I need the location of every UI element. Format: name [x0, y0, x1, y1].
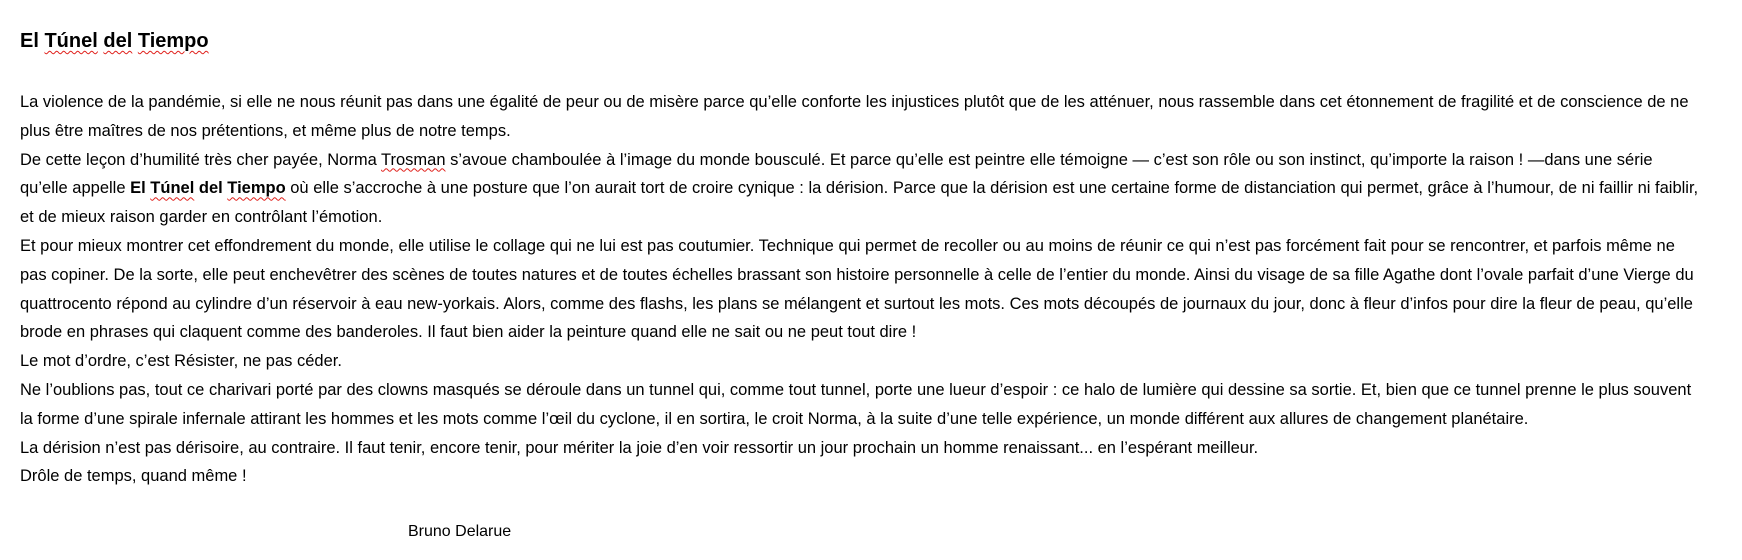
document-body: [20, 88, 1700, 491]
paragraph-2: [20, 146, 1700, 232]
author-signature: Bruno Delarue: [408, 523, 512, 540]
title-word-del: del: [103, 30, 133, 52]
series-title-tiempo: Tiempo: [227, 179, 286, 198]
paragraph-5: Ne l’oublions pas, tout ce charivari porté par des clowns masqués se déroule dans un tunnel qui, comme tout tunnel, porte une lueur d’espoir : ce halo de lumière qui dessine sa sortie. Et, bien que ce tunnel prenne le plus souvent la forme d’une spirale infernale attirant les hommes et les mots comme l’œil du cyclone, il en sortira, le croit Norma, à la suite d’une telle expérience, un monde différent aux allures de changement planétaire.: [20, 380, 1692, 428]
paragraph-2-text-b: s’avoue chamboulée à l’image du monde bousculé. Et parce qu’elle est peintre elle témoigne — c’est son rôle ou son instinct, qu’importe la raison ! —dans une série qu’elle appelle: [20, 150, 1653, 198]
series-title: [130, 179, 286, 197]
document-title: [20, 28, 209, 54]
title-word-tunel: Túnel: [44, 30, 98, 52]
paragraph-2-text-a: De cette leçon d’humilité très cher payée, Norma: [20, 150, 382, 169]
paragraph-2-text-c: où elle s’accroche à une posture que l’on aurait tort de croire cynique : la dérision. Parce que la dérision est une certaine forme de distanciation qui permet, grâce à l’humour, de ni faillir ni faiblir, et de mieux raison garder en contrôlant l’émotion.: [20, 179, 1699, 227]
paragraph-4: Le mot d’ordre, c’est Résister, ne pas céder.: [20, 352, 342, 371]
series-title-el: El: [130, 179, 151, 198]
paragraph-7: Drôle de temps, quand même !: [20, 467, 247, 486]
paragraph-6: La dérision n’est pas dérisoire, au contraire. Il faut tenir, encore tenir, pour mériter la joie d’en voir ressortir un jour prochain un homme renaissant... en l’espérant meilleur.: [20, 438, 1259, 457]
paragraph-1: La violence de la pandémie, si elle ne nous réunit pas dans une égalité de peur ou de misère parce qu’elle conforte les injustices plutôt que de les atténuer, nous rassemble dans cet étonnement de fragilité et de conscience de ne plus être maîtres de nos prétentions, et même plus de notre temps.: [20, 93, 1689, 140]
artist-name-trosman: Trosman: [381, 150, 446, 169]
paragraph-3: Et pour mieux montrer cet effondrement du monde, elle utilise le collage qui ne lui est pas coutumier. Technique qui permet de recoller ou au moins de réunir ce qui n’est pas forcément fait pour se rencontrer, et parfois même ne pas copiner. De la sorte, elle peut enchevêtrer des scènes de toutes natures et de toutes échelles brassant son histoire personnelle à celle de l’entier du monde. Ainsi du visage de sa fille Agathe dont l’ovale parfait d’une Vierge du quattrocento répond au cylindre d’un réservoir à eau new-yorkais. Alors, comme des flashs, les plans se mélangent et surtout les mots. Ces mots découpés de journaux du jour, donc à fleur d’infos pour dire la fleur de peau, qu’elle brode en phrases qui claquent comme des banderoles. Il faut bien aider la peinture quand elle ne sait ou ne peut tout dire !: [20, 236, 1694, 342]
title-word-tiempo: Tiempo: [137, 30, 209, 52]
title-word-el: El: [20, 30, 39, 52]
series-title-del: del: [194, 179, 228, 198]
series-title-tunel: Túnel: [150, 179, 195, 198]
